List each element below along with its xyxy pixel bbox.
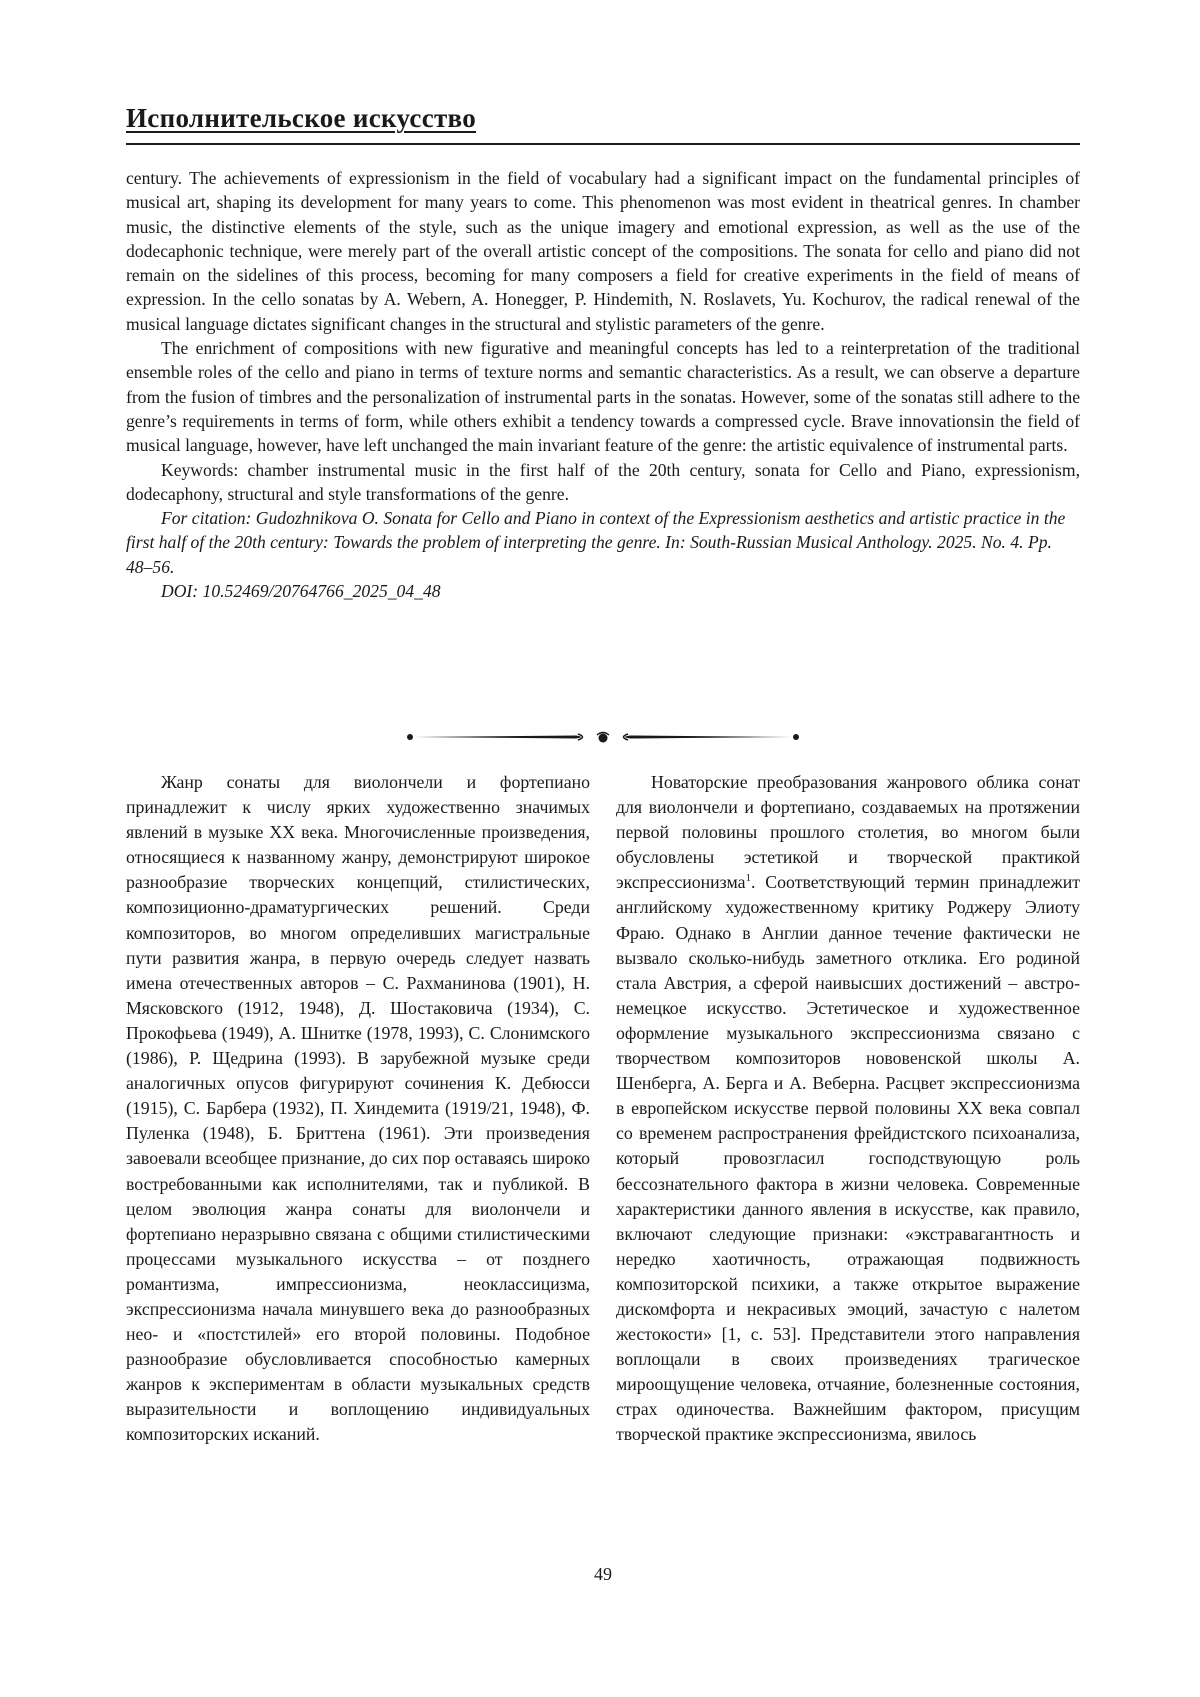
body-columns bbox=[126, 770, 1080, 1448]
page-number: 49 bbox=[594, 1564, 612, 1584]
abstract-paragraph-2: The enrichment of compositions with new figurative and meaningful concepts has led to a reinterpretation of the traditional ensemble roles of the cello and piano in terms of texture norms and semantic characteristics. As a result, we can observe a departure from the fusion of timbres and the personalization of instrumental parts in the sonatas. However, some of the sonatas still adhere to the genre’s requirements in terms of form, while others exhibit a tendency towards a compressed cycle. Brave innovationsin the field of musical language, however, have left unchanged the main invariant feature of the genre: the artistic equivalence of instrumental parts. bbox=[126, 338, 1080, 456]
ornament-divider-icon bbox=[406, 726, 800, 748]
keywords: Keywords: chamber instrumental music in the first half of the 20th century, sonata for Cello and Piano, expressionism, dodecaphony, structural and style transformations of the genre. bbox=[126, 459, 1080, 504]
left-column-text: Жанр сонаты для виолончели и фортепиано принадлежит к числу ярких художественно значимых явлений в музыке XX века. Многочисленные произведения, относящиеся к названному жанру, демонстрируют широкое разнообразие творческих концепций, стилистических, композиционно-драматургических решений. Среди композиторов, во многом определивших магистральные пути развития жанра, в первую очередь следует назвать имена отечественных авторов – С. Рахманинова (1901), Н. Мясковского (1912, 1948), Д. Шостаковича (1934), С. Прокофьева (1949), А. Шнитке (1978, 1993), С. Слонимского (1986), Р. Щедрина (1993). В зарубежной музыке среди аналогичных опусов фигурируют сочинения К. Дебюсси (1915), С. Барбера (1932), П. Хиндемита (1919/21, 1948), Ф. Пуленка (1948), Б. Бриттена (1961). Эти произведения завоевали всеобщее признание, до сих пор оставаясь широко востребованными как исполнителями, так и публикой. В целом эволюция жанра сонаты для виолончели и фортепиано неразрывно связана с общими стилистическими процессами музыкального искусства – от позднего романтизма, импрессионизма, неоклассицизма, экспрессионизма начала минувшего века до разнообразных нео- и «постстилей» его второй половины. Подобное разнообразие обусловливается способностью камерных жанров к экспериментам в области музыкальных средств выразительности и воплощению индивидуальных композиторских исканий. bbox=[126, 772, 590, 1445]
journal-page bbox=[126, 0, 1080, 1697]
english-abstract bbox=[126, 166, 1080, 603]
citation: For citation: Gudozhnikova O. Sonata for Cello and Piano in context of the Expressionism aesthetics and artistic practice in the first half of the 20th century: Towards the problem of interpreting the genre. In: South-Russian Musical Anthology. 2025. No. 4. Pp. 48–56. bbox=[126, 508, 1066, 577]
right-column-text-end: . Соответствующий термин принадлежит английскому художественному критику Роджеру Элиоту Фраю. Однако в Англии данное течение фактически не вызвало сколько-нибудь заметного отклика. Его родиной стала Австрия, а сферой наивысших достижений – австро-немецкое искусство. Эстетическое и художественное оформление музыкального экспрессионизма связано с творчеством композиторов нововенской школы А. Шенберга, А. Берга и А. Веберна. Расцвет экспрессионизма в европейском искусстве первой половины XX века совпал со временем распространения фрейдистского психоанализа, который провозгласил господствующую роль бессознательного фактора в жизни человека. Современные характеристики данного явления в искусстве, как правило, включают следующие признаки: «экстравагантность и нередко хаотичность, отражающая подвижность композиторской психики, а также открытое выражение дискомфорта и некрасивых эмоций, зачастую с налетом жестокости» [1, с. 53]. Представители этого направления воплощали в своих произведениях трагическое мироощущение человека, отчаяние, болезненные состояния, страх одиночества. Важнейшим фактором, присущим творческой практике экспрессионизма, явилось bbox=[616, 872, 1080, 1445]
right-column bbox=[616, 770, 1080, 1448]
right-column-text-start: Новаторские преобразования жанрового облика сонат для виолончели и фортепиано, создаваемых на протяжении первой половины прошлого столетия, во многом были обусловлены эстетикой и творческой практикой экспрессионизма bbox=[616, 772, 1080, 893]
section-title: Исполнительское искусство bbox=[126, 103, 477, 133]
left-column bbox=[126, 770, 590, 1448]
doi: DOI: 10.52469/20764766_2025_04_48 bbox=[161, 581, 441, 602]
footnote-mark[interactable]: 1 bbox=[745, 872, 751, 885]
abstract-paragraph-1: century. The achievements of expressionism in the field of vocabulary had a significant impact on the fundamental principles of musical art, shaping its development for many years to come. This phenomenon was most evident in theatrical genres. In chamber music, the distinctive elements of the style, such as the unique imagery and emotional expression, as well as the use of the dodecaphonic technique, were merely part of the overall artistic concept of the compositions. The sonata for cello and piano did not remain on the sidelines of this process, becoming for many composers a field for creative experiments in the field of means of expression. In the cello sonatas by A. Webern, A. Honegger, P. Hindemith, N. Roslavets, Yu. Kochurov, the radical renewal of the musical language dictates significant changes in the structural and stylistic parameters of the genre. bbox=[126, 168, 1080, 334]
right-column-text bbox=[616, 770, 1080, 1448]
header-rule bbox=[126, 143, 1080, 145]
